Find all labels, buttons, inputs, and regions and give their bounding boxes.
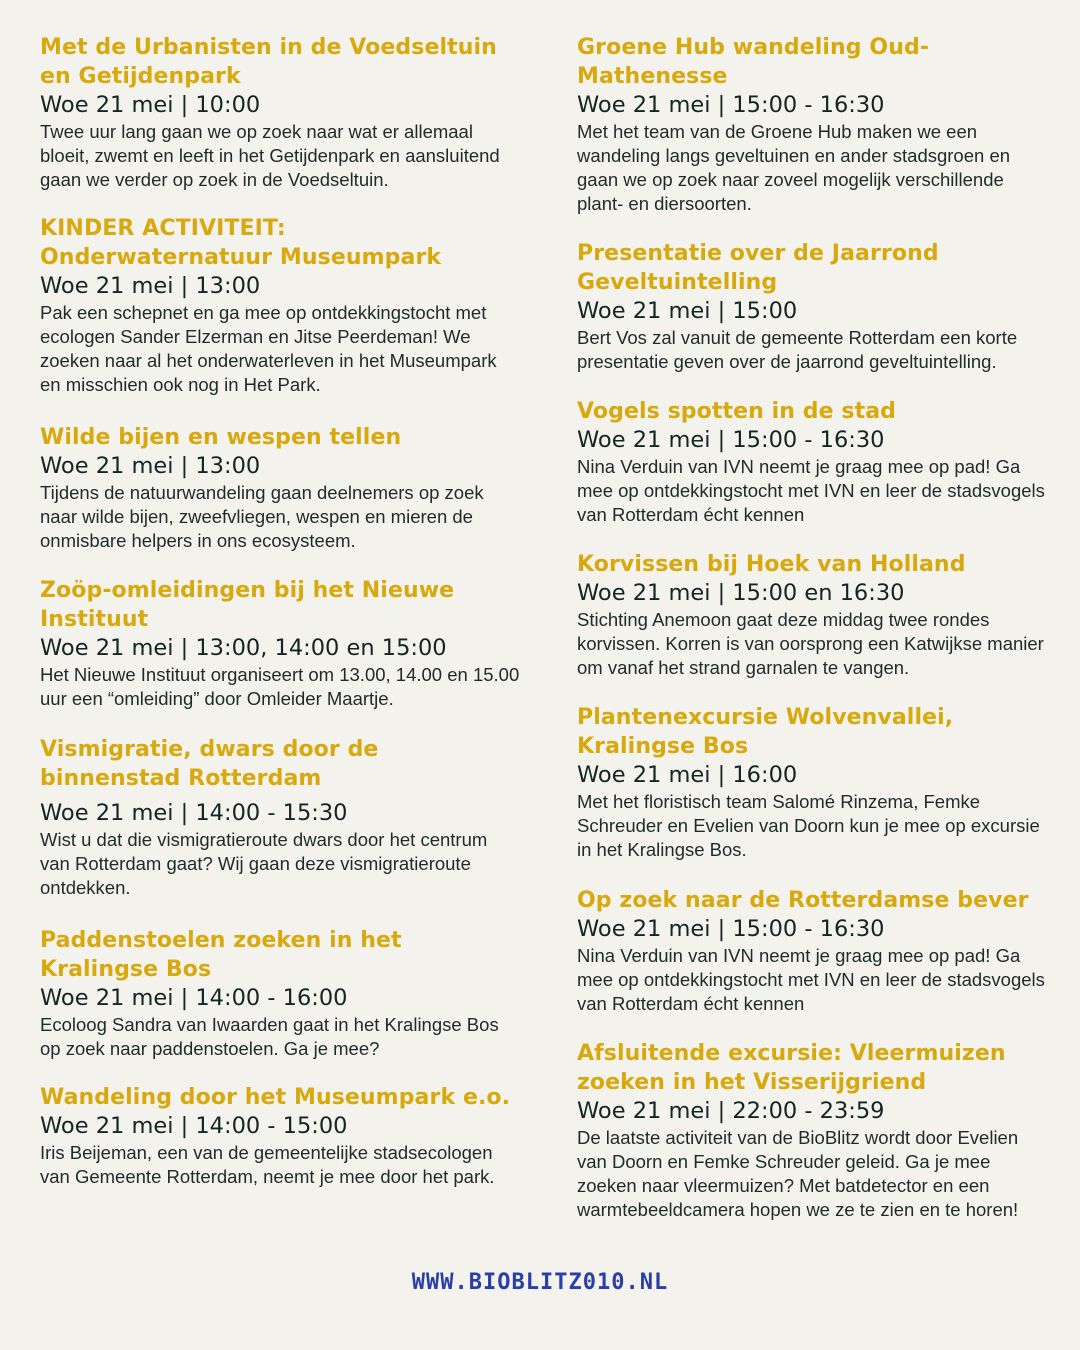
event-date-time: Woe 21 mei | 14:00 - 15:00	[40, 1113, 348, 1139]
event-description: Met het floristisch team Salomé Rinzema, Femke Schreuder en Evelien van Doorn kun je mee op excursie in het Kralingse Bos.	[577, 791, 1040, 860]
event-date-time: Woe 21 mei | 13:00	[40, 273, 261, 299]
event-geveltuintelling	[577, 239, 1047, 374]
event-title: Wandeling door het Museumpark e.o.	[40, 1085, 511, 1110]
event-title: Wilde bijen en wespen tellen	[40, 425, 402, 450]
event-title: Korvissen bij Hoek van Holland	[577, 552, 966, 577]
event-title: Vismigratie, dwars door de binnenstad Rotterdam	[40, 737, 379, 791]
event-title: Presentatie over de Jaarrond Geveltuintelling	[577, 241, 939, 295]
event-title: KINDER ACTIVITEIT: Onderwaternatuur Museumpark	[40, 216, 442, 270]
event-korvissen	[577, 550, 1047, 680]
event-title: Zoöp-omleidingen bij het Nieuwe Instituut	[40, 578, 455, 632]
event-description: Wist u dat die vismigratieroute dwars door het centrum van Rotterdam gaat? Wij gaan deze vismigratieroute ontdekken.	[40, 829, 488, 898]
event-onderwaternatuur	[40, 214, 520, 397]
event-museumpark-wandeling	[40, 1083, 520, 1189]
event-vogels-spotten	[577, 397, 1047, 527]
event-description: Pak een schepnet en ga mee op ontdekkingstocht met ecologen Sander Elzerman en Jitse Peerdeman! We zoeken naar al het onderwaterleven in het Museumpark en misschien ook nog in Het Park.	[40, 302, 497, 395]
event-paddenstoelen	[40, 926, 520, 1061]
event-date-time: Woe 21 mei | 15:00	[577, 298, 798, 324]
event-date-time: Woe 21 mei | 10:00	[40, 92, 261, 118]
event-title: Groene Hub wandeling Oud-Mathenesse	[577, 35, 930, 89]
event-date-time: Woe 21 mei | 16:00	[577, 762, 798, 788]
event-date-time: Woe 21 mei | 13:00, 14:00 en 15:00	[40, 635, 447, 661]
event-zoop-omleidingen	[40, 576, 520, 711]
event-title: Plantenexcursie Wolvenvallei, Kralingse Bos	[577, 705, 954, 759]
event-date-time: Woe 21 mei | 13:00	[40, 453, 261, 479]
event-date-time: Woe 21 mei | 15:00 en 16:30	[577, 580, 905, 606]
event-date-time: Woe 21 mei | 15:00 - 16:30	[577, 916, 885, 942]
event-title: Paddenstoelen zoeken in het Kralingse Bos	[40, 928, 402, 982]
event-date-time: Woe 21 mei | 15:00 - 16:30	[577, 427, 885, 453]
event-description: Bert Vos zal vanuit de gemeente Rotterdam een korte presentatie geven over de jaarrond geveltuintelling.	[577, 327, 1018, 372]
event-wilde-bijen	[40, 423, 520, 553]
event-vleermuizen	[577, 1039, 1047, 1222]
event-description: Nina Verduin van IVN neemt je graag mee op pad! Ga mee op ontdekkingstocht met IVN en leer de stadsvogels van Rotterdam écht kennen	[577, 456, 1045, 525]
event-plantenexcursie	[577, 703, 1047, 862]
event-date-time: Woe 21 mei | 15:00 - 16:30	[577, 92, 885, 118]
event-description: Met het team van de Groene Hub maken we een wandeling langs geveltuinen en ander stadsgroen en gaan we op zoek naar zoveel mogelijk verschillende plant- en diersoorten.	[577, 121, 1011, 214]
event-urbanisten	[40, 33, 520, 192]
event-description: Stichting Anemoon gaat deze middag twee rondes korvissen. Korren is van oorsprong een Katwijkse manier om vanaf het strand garnalen te vangen.	[577, 609, 1044, 678]
event-description: De laatste activiteit van de BioBlitz wordt door Evelien van Doorn en Femke Schreuder geleid. Ga je mee zoeken naar vleermuizen? Met batdetector en een warmtebeeldcamera hopen we ze te zien en te horen!	[577, 1127, 1019, 1220]
event-date-time: Woe 21 mei | 14:00 - 15:30	[40, 800, 348, 826]
event-description: Nina Verduin van IVN neemt je graag mee op pad! Ga mee op ontdekkingstocht met IVN en leer de stadsvogels van Rotterdam écht kennen	[577, 945, 1045, 1014]
event-rotterdamse-bever	[577, 886, 1047, 1016]
event-title: Afsluitende excursie: Vleermuizen zoeken in het Visserijgriend	[577, 1041, 1006, 1095]
event-description: Iris Beijeman, een van de gemeentelijke stadsecologen van Gemeente Rotterdam, neemt je mee door het park.	[40, 1142, 495, 1187]
event-description: Ecoloog Sandra van Iwaarden gaat in het Kralingse Bos op zoek naar paddenstoelen. Ga je mee?	[40, 1014, 499, 1059]
event-title: Met de Urbanisten in de Voedseltuin en Getijdenpark	[40, 35, 497, 89]
event-vismigratie	[40, 735, 520, 900]
event-date-time: Woe 21 mei | 14:00 - 16:00	[40, 985, 348, 1011]
website-link[interactable]: WWW.BIOBLITZ010.NL	[411, 1270, 669, 1295]
event-description: Twee uur lang gaan we op zoek naar wat er allemaal bloeit, zwemt en leeft in het Getijdenpark en aansluitend gaan we verder op zoek in de Voedseltuin.	[40, 121, 500, 190]
event-description: Het Nieuwe Instituut organiseert om 13.00, 14.00 en 15.00 uur een “omleiding” door Omleider Maartje.	[40, 664, 520, 709]
event-date-time: Woe 21 mei | 22:00 - 23:59	[577, 1098, 885, 1124]
event-groene-hub	[577, 33, 1047, 216]
event-title: Vogels spotten in de stad	[577, 399, 897, 424]
event-description: Tijdens de natuurwandeling gaan deelnemers op zoek naar wilde bijen, zweefvliegen, wespen en mieren de onmisbare helpers in ons ecosysteem.	[40, 482, 484, 551]
event-title: Op zoek naar de Rotterdamse bever	[577, 888, 1029, 913]
